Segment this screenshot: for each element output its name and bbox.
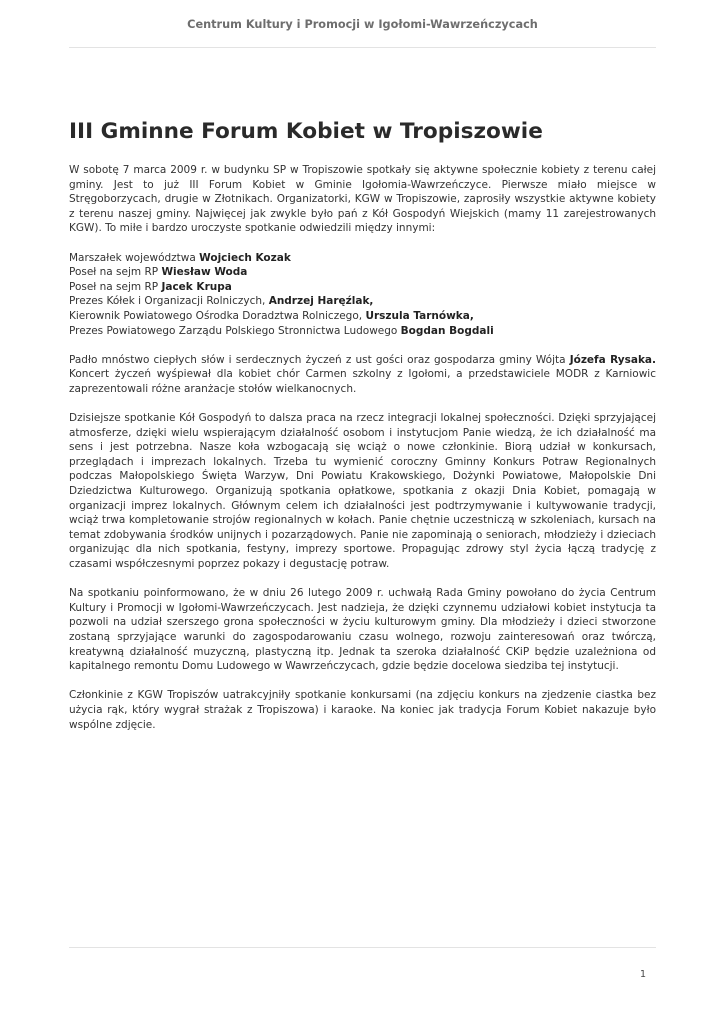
page-title: III Gminne Forum Kobiet w Tropiszowie (69, 119, 543, 144)
guest-role: Kierownik Powiatowego Ośrodka Doradztwa Rolniczego, (69, 309, 366, 322)
site-header: Centrum Kultury i Promocji w Igołomi-Wawrzeńczycach (187, 18, 538, 31)
activities-paragraph: Dzisiejsze spotkanie Kół Gospodyń to dalsza praca na rzecz integracji lokalnej społeczności. Dzięki sprzyjającej atmosferze, dzięki wielu wspierającym działalność osobom i instytucjom Panie wiedzą, że ich działalność ma sens i jest potrzebna. Nasze koła wzbogacają się wciąż o nowe członkinie. Biorą udział w konkursach, przeglądach i imprezach lokalnych. Trzeba tu wymienić coroczny Gminny Konkurs Potraw Regionalnych podczas Małopolskiego Święta Warzyw, Dni Powiatu Krakowskiego, Dożynki Powiatowe, Małopolskie Dni Dziedzictwa Kulturowego. Organizują spotkania opłatkowe, spotkania z okazji Dnia Kobiet, pomagają w organizacji imprez lokalnych. Głównym celem ich działalności jest podtrzymywanie i kultywowanie tradycji, wciąż trwa kompletowanie strojów regionalnych w kołach. Panie chętnie uczestniczą w szkoleniach, kursach na temat zdobywania środków unijnych i pozarządowych. Panie nie zapominają o seniorach, młodzieży i dzieciach organizując dla nich spotkania, festyny, imprezy sportowe. Propagując zdrowy styl życia łączą tradycję z czasami współczesnymi poprzez pokazy i degustację potraw. (69, 412, 656, 571)
footer-divider (69, 947, 656, 948)
guest-role: Poseł na sejm RP (69, 280, 162, 293)
greetings-paragraph (69, 353, 656, 397)
article-body (69, 163, 656, 747)
guest-name: Jacek Krupa (161, 280, 232, 293)
institution-paragraph: Na spotkaniu poinformowano, że w dniu 26 lutego 2009 r. uchwałą Rada Gminy powołano do życia Centrum Kultury i Promocji w Igołomi-Wawrzeńczycach. Jest nadzieja, że dzięki czynnemu udziałowi kobiet instytucja ta pozwoli na udział szerszego grona społeczności w życiu kulturowym gminy. Dla młodzieży i dzieci stworzone zostaną sprzyjające warunki do zagospodarowaniu czasu wolnego, rozwoju zainteresowań oraz twórczą, kreatywną działalność muzyczną, plastyczną itp. Jednak ta szeroka działalność CKiP będzie uzależniona od kapitalnego remontu Domu Ludowego w Wawrzeńczycach, gdzie będzie docelowa siedziba tej instytucji. (69, 587, 656, 673)
guest-role: Prezes Kółek i Organizacji Rolniczych, (69, 295, 269, 308)
guest-name: Wiesław Woda (161, 266, 248, 279)
guest-list (69, 251, 656, 339)
guest-role: Marszałek województwa (69, 251, 200, 264)
guest-name: Wojciech Kozak (199, 251, 291, 264)
closing-paragraph: Członkinie z KGW Tropiszów uatrakcyjniły spotkanie konkursami (na zdjęciu konkurs na zjedzenie ciastka bez użycia rąk, który wygrał strażak z Tropiszowa) i karaoke. Na koniec jak tradycja Forum Kobiet nakazuje było wspólne zdjęcie. (69, 689, 656, 731)
mayor-name: Józefa Rysaka. (569, 353, 656, 366)
header-divider (69, 47, 656, 48)
greetings-text: Padło mnóstwo ciepłych słów i serdecznych życzeń z ust gości oraz gospodarza gminy Wójta (69, 353, 570, 366)
guest-role: Poseł na sejm RP (69, 266, 162, 279)
guest-name: Bogdan Bogdali (400, 324, 494, 337)
guest-name: Urszula Tarnówka, (365, 309, 474, 322)
greetings-text-end: Koncert życzeń wyśpiewał dla kobiet chór Carmen szkolny z Igołomi, a przedstawiciele MODR z Karniowic zaprezentowali różne aranżacje stołów wielkanocnych. (69, 368, 656, 395)
guest-name: Andrzej Haręźlak, (268, 295, 374, 308)
intro-paragraph: W sobotę 7 marca 2009 r. w budynku SP w Tropiszowie spotkały się aktywne społecznie kobiety z terenu całej gminy. Jest to już III Forum Kobiet w Gminie Igołomia-Wawrzeńczyce. Pierwsze miało miejsce w Stręgoborzycach, drugie w Złotnikach. Organizatorki, KGW w Tropiszowie, zaprosiły wszystkie aktywne kobiety z terenu naszej gminy. Najwięcej jak zwykle było pań z Kół Gospodyń Wiejskich (mamy 11 zarejestrowanych KGW). To miłe i bardzo uroczyste spotkanie odwiedzili między innymi: (69, 164, 656, 235)
page-number: 1 (639, 969, 646, 980)
guest-role: Prezes Powiatowego Zarządu Polskiego Stronnictwa Ludowego (69, 324, 401, 337)
